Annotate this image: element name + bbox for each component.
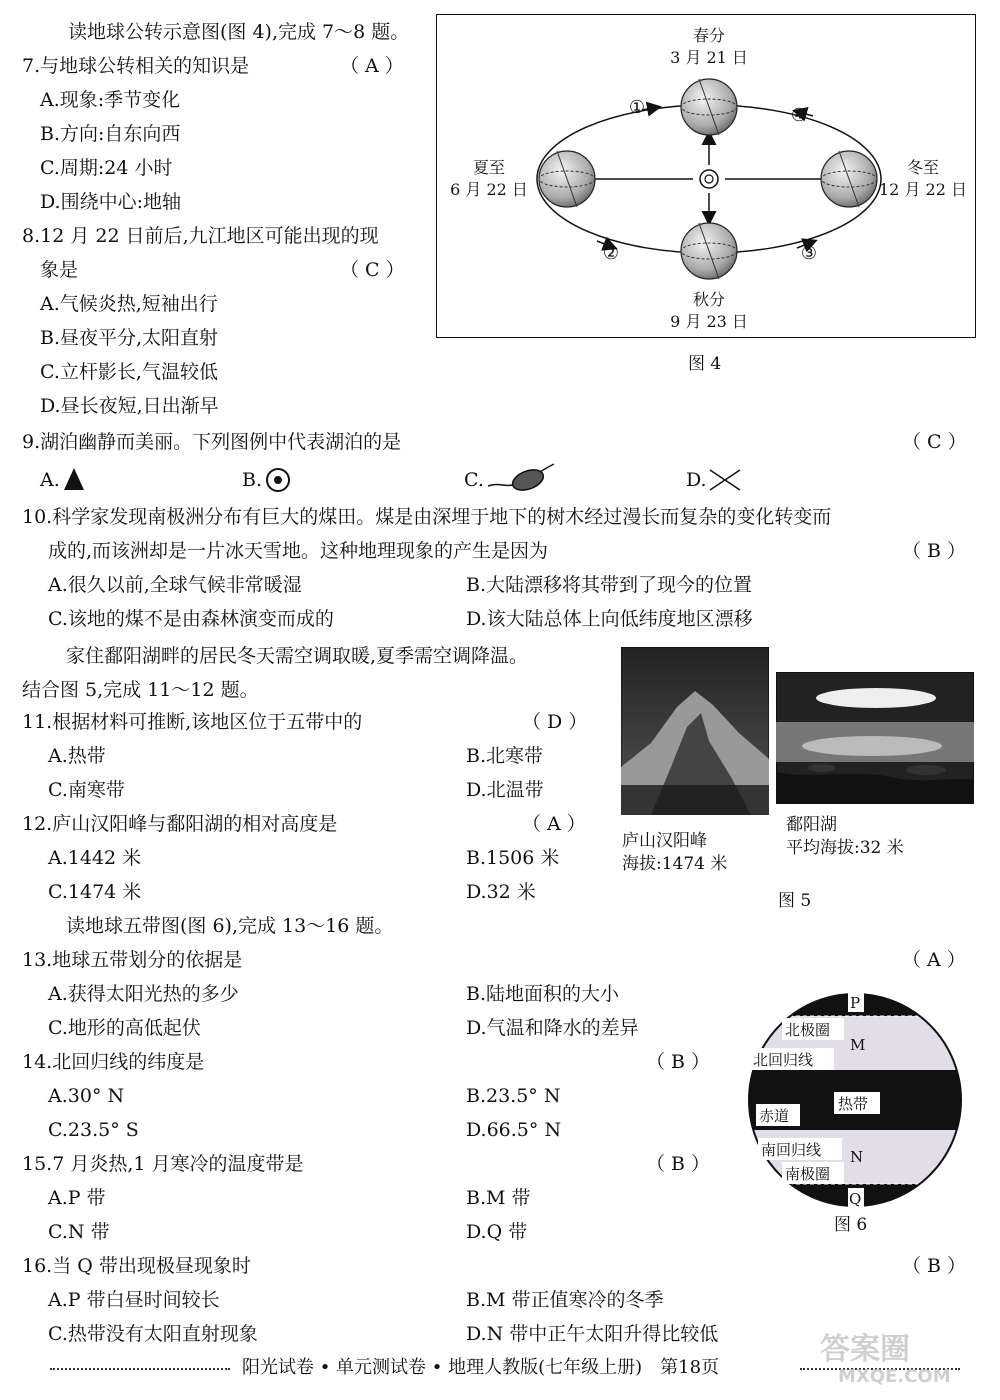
q15-option-d: D.Q 带 [466,1221,528,1243]
q16-option-b: B.M 带正值寒冷的冬季 [466,1289,664,1311]
q9-option-b-label: B. [242,469,263,491]
arc-label-2: ② [602,243,620,264]
tropical-zone-label: 热带 [838,1095,869,1113]
q12-option-a: A.1442 米 [48,847,142,869]
photo1-caption-line1: 庐山汉阳峰 [622,831,707,851]
zone-label-n: N [850,1148,864,1166]
watermark-url: MXQE.COM [838,1366,951,1387]
q15-answer: （ B ） [646,1153,711,1175]
poyang-lake-photo [776,672,974,804]
globe-autumn-icon [681,223,737,279]
q8-option-c: C.立杆影长,气温较低 [40,361,218,383]
arc-label-3: ③ [800,243,818,264]
city-dot-icon [264,466,292,494]
q13-option-a: A.获得太阳光热的多少 [48,983,239,1005]
q9-option-c-label: C. [464,469,484,491]
q14-option-b: B.23.5° N [466,1085,561,1107]
q7-option-a: A.现象:季节变化 [40,89,181,111]
q12-answer: （ A ） [522,813,586,835]
q7-option-d: D.围绕中心:地轴 [40,191,181,213]
q12-stem: 12.庐山汉阳峰与鄱阳湖的相对高度是 [22,813,338,835]
lake-icon [486,460,556,494]
q11-option-c: C.南寒带 [48,779,125,801]
q15-option-a: A.P 带 [48,1187,106,1209]
photo1-caption-line2: 海拔:1474 米 [622,854,728,874]
q13-stem: 13.地球五带划分的依据是 [22,949,243,971]
lushan-hanyang-peak-photo [621,647,769,815]
q10-option-d: D.该大陆总体上向低纬度地区漂移 [466,608,753,630]
summer-solstice-date: 6 月 22 日 [450,180,528,199]
arctic-circle-label: 北极圈 [785,1021,831,1039]
globe-summer-icon [539,151,595,207]
q9-option-d-label: D. [686,469,707,491]
q8-stem-line2: 象是 [40,259,79,281]
q10-option-b: B.大陆漂移将其带到了现今的位置 [466,574,753,596]
q13-option-d: D.气温和降水的差异 [466,1017,639,1039]
q16-option-c: C.热带没有太阳直射现象 [48,1323,258,1345]
q16-option-a: A.P 带白昼时间较长 [48,1289,220,1311]
photo2-caption-line1: 鄱阳湖 [786,815,837,835]
q16-option-d: D.N 带中正午太阳升得比较低 [466,1323,719,1345]
q13-answer: （ A ） [902,949,966,971]
zone-label-m: M [850,1036,866,1054]
footer-text: 阳光试卷 • 单元测试卷 • 地理人教版(七年级上册) 第18页 [242,1357,720,1378]
figure-6-caption: 图 6 [834,1215,868,1235]
intro-11-12-line1: 家住鄱阳湖畔的居民冬天需空调取暖,夏季需空调降温。 [66,645,529,667]
arc-label-1: ① [628,97,646,118]
q9-option-a-label: A. [40,469,60,491]
q8-answer: （ C ） [340,259,405,281]
q7-answer: （ A ） [340,55,404,77]
q11-option-d: D.北温带 [466,779,544,801]
q14-option-d: D.66.5° N [466,1119,562,1141]
tropic-of-capricorn-label: 南回归线 [761,1141,822,1159]
globe-spring-icon [681,79,737,135]
q10-stem-line1: 10.科学家发现南极洲分布有巨大的煤田。煤是由深埋于地下的树木经过漫长而复杂的变化转变而 [22,506,832,528]
q8-option-b: B.昼夜平分,太阳直射 [40,327,219,349]
q7-stem: 7.与地球公转相关的知识是 [22,55,250,77]
q12-option-b: B.1506 米 [466,847,560,869]
photo2-caption-line2: 平均海拔:32 米 [786,838,904,858]
q10-option-a: A.很久以前,全球气候非常暖湿 [48,574,302,596]
q10-option-c: C.该地的煤不是由森林演变而成的 [48,608,334,630]
tropic-of-cancer-label: 北回归线 [753,1051,814,1069]
q8-option-a: A.气候炎热,短袖出行 [40,293,218,315]
intro-13-16: 读地球五带图(图 6),完成 13～16 题。 [66,915,394,937]
figure-5-caption: 图 5 [778,891,812,911]
q11-option-b: B.北寒带 [466,745,544,767]
spring-equinox-date: 3 月 21 日 [670,48,748,67]
q10-stem-line2: 成的,而该洲却是一片冰天雪地。这种地理现象的产生是因为 [48,540,549,562]
q7-option-c: C.周期:24 小时 [40,157,173,179]
q14-stem: 14.北回归线的纬度是 [22,1051,205,1073]
q12-option-d: D.32 米 [466,881,536,903]
intro-11-12-line2: 结合图 5,完成 11～12 题。 [22,679,259,701]
q14-option-a: A.30° N [48,1085,125,1107]
q13-option-c: C.地形的高低起伏 [48,1017,201,1039]
q9-answer: （ C ） [902,431,967,453]
q8-option-d: D.昼长夜短,日出渐早 [40,395,219,417]
q10-answer: （ B ） [902,540,967,562]
zone-label-q: Q [849,1190,862,1208]
q16-answer: （ B ） [902,1255,967,1277]
earth-revolution-diagram [437,15,975,337]
mountain-peak-icon [62,466,86,492]
globe-winter-icon [821,151,877,207]
winter-solstice-date: 12 月 22 日 [879,180,967,199]
intro-7-8: 读地球公转示意图(图 4),完成 7～8 题。 [68,21,410,43]
q7-option-b: B.方向:自东向西 [40,123,181,145]
autumn-equinox-date: 9 月 23 日 [670,312,748,331]
figure-4-caption: 图 4 [688,354,722,374]
q15-option-b: B.M 带 [466,1187,531,1209]
q13-option-b: B.陆地面积的大小 [466,983,620,1005]
cross-icon [708,468,742,492]
figure-4 [436,14,976,338]
arc-label-4: ④ [790,105,808,126]
q14-answer: （ B ） [646,1051,711,1073]
q16-stem: 16.当 Q 带出现极昼现象时 [22,1255,251,1277]
five-zones-diagram [740,990,970,1210]
winter-solstice-label: 冬至 [906,158,940,177]
equator-label: 赤道 [759,1107,790,1125]
q8-stem-line1: 8.12 月 22 日前后,九江地区可能出现的现 [22,225,379,247]
q11-answer: （ D ） [522,711,588,733]
q15-stem: 15.7 月炎热,1 月寒冷的温度带是 [22,1153,304,1175]
autumn-equinox-label: 秋分 [692,290,726,309]
antarctic-circle-label: 南极圈 [785,1165,831,1183]
watermark-logo: 答案圈 [820,1332,910,1367]
q9-stem: 9.湖泊幽静而美丽。下列图例中代表湖泊的是 [22,431,402,453]
summer-solstice-label: 夏至 [472,158,506,177]
q11-stem: 11.根据材料可推断,该地区位于五带中的 [22,711,363,733]
q11-option-a: A.热带 [48,745,106,767]
footer-left-divider [50,1368,230,1370]
q15-option-c: C.N 带 [48,1221,110,1243]
q12-option-c: C.1474 米 [48,881,142,903]
zone-label-p: P [850,994,861,1012]
spring-equinox-label: 春分 [692,26,726,45]
q14-option-c: C.23.5° S [48,1119,139,1141]
